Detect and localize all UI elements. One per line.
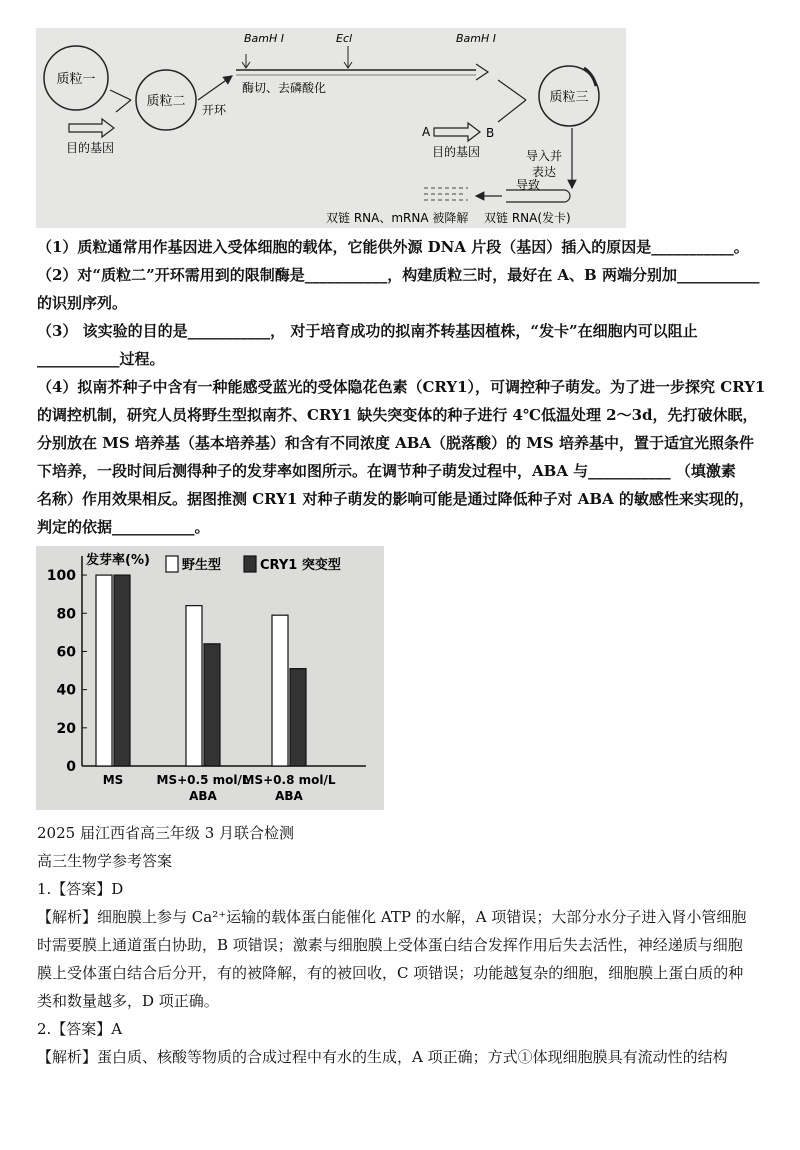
y-axis-label: 发芽率(%) (86, 553, 150, 568)
bamh1-left-label: BamH Ⅰ (244, 32, 285, 45)
bamh1-right-label: BamH Ⅰ (456, 32, 497, 45)
x-tick-label: MS+0.5 mol/L (156, 773, 250, 787)
subject-title: 高三生物学参考答案 (37, 852, 173, 870)
end-a-label: A (422, 125, 431, 139)
plasmid3-label: 质粒三 (549, 90, 589, 105)
question-4-line5: 名称）作用效果相反。据图推测 CRY1 对种子萌发的影响可能是通过降低种子对 ABA 的敏感性来实现的， (37, 490, 754, 508)
legend-label-1: CRY1 突变型 (260, 558, 341, 573)
target-gene-right-label: 目的基因 (431, 145, 481, 159)
answer-1-explanation-line4: 类和数量越多，D 项正确。 (37, 992, 219, 1010)
question-2-line1: （2）对“质粒二”开环需用到的限制酶是___________，构建质粒三时，最好在 A、B 两端分别加___________ (37, 266, 760, 284)
legend-label-0: 野生型 (182, 558, 222, 573)
legend-swatch-1 (244, 556, 256, 572)
question-4-line2: 的调控机制，研究人员将野生型拟南芥、CRY1 缺失突变体的种子进行 4℃低温处理 2～3d，先打破休眠， (37, 406, 758, 424)
answer-2-explanation-line1: 【解析】蛋白质、核酸等物质的合成过程中有水的生成，A 项正确；方式①体现细胞膜具有流动性的结构 (37, 1048, 728, 1066)
lead-to-label: 导致 (516, 178, 541, 192)
digest-label: 酶切、去磷酸化 (242, 81, 327, 95)
target-gene-arrow-right (434, 123, 480, 141)
answer-1-explanation-line1: 【解析】细胞膜上参与 Ca²⁺运输的载体蛋白能催化 ATP 的水解，A 项错误；大部分水分子进入肾小管细胞 (37, 908, 747, 926)
bar-mutant-2 (290, 669, 306, 766)
question-2-line2: 的识别序列。 (37, 294, 128, 312)
question-4-line4: 下培养，一段时间后测得种子的发芽率如图所示。在调节种子萌发过程中，ABA 与___________ （填激素 (37, 462, 736, 480)
end-b-label: B (486, 126, 495, 140)
answer-1-label: 1.【答案】D (37, 880, 124, 898)
target-gene-arrow-left (69, 119, 114, 137)
germination-chart-svg (36, 546, 384, 810)
degraded-label: 双链 RNA、mRNA 被降解 (326, 211, 469, 225)
x-tick-label: ABA (275, 789, 303, 803)
bar-mutant-1 (204, 644, 220, 766)
y-tick-label: 40 (56, 682, 76, 699)
bar-wildtype-2 (272, 615, 288, 766)
degraded-fragments (424, 188, 468, 200)
y-tick-label: 80 (56, 606, 76, 623)
x-tick-label: MS (102, 773, 124, 787)
plasmid-diagram (36, 28, 626, 228)
germination-chart (36, 546, 384, 810)
bar-wildtype-1 (186, 606, 202, 766)
target-gene-left-label: 目的基因 (65, 141, 115, 155)
answer-1-explanation-line3: 膜上受体蛋白结合后分开，有的被降解，有的被回收，C 项错误；功能越复杂的细胞，细胞膜上蛋白质的种 (37, 964, 744, 982)
y-tick-label: 0 (66, 759, 76, 775)
hairpin-label: 双链 RNA(发卡) (484, 211, 571, 225)
x-tick-label: MS+0.8 mol/L (242, 773, 336, 787)
y-tick-label: 100 (46, 568, 76, 585)
y-tick-label: 60 (56, 644, 76, 661)
bar-mutant-0 (114, 575, 130, 766)
legend-swatch-0 (166, 556, 178, 572)
answer-2-label: 2.【答案】A (37, 1020, 123, 1038)
question-3-line2: ___________过程。 (37, 350, 165, 368)
y-tick-label: 20 (56, 720, 76, 737)
open-ring-label: 开环 (202, 103, 227, 117)
question-1: （1）质粒通常用作基因进入受体细胞的载体，它能供外源 DNA 片段（基因）插入的原因是___________。 (37, 238, 749, 256)
question-4-line3: 分别放在 MS 培养基（基本培养基）和含有不同浓度 ABA（脱落酸）的 MS 培养基中，置于适宜光照条件 (37, 434, 754, 452)
import-express-label: 导入并表达 (526, 149, 563, 179)
plasmid-diagram-svg (36, 28, 626, 228)
ecl-label: Ecl (336, 32, 353, 45)
plasmid2-label: 质粒二 (146, 94, 186, 109)
x-tick-label: ABA (189, 789, 217, 803)
answer-1-explanation-line2: 时需要膜上通道蛋白协助，B 项错误；激素与细胞膜上受体蛋白结合发挥作用后失去活性，神经递质与细胞 (37, 936, 743, 954)
question-4-line1: （4）拟南芥种子中含有一种能感受蓝光的受体隐花色素（CRY1），可调控种子萌发。为了进一步探究 CRY1 (37, 378, 766, 396)
question-4-line6: 判定的依据___________。 (37, 518, 210, 536)
bar-wildtype-0 (96, 575, 112, 766)
plasmid1-label: 质粒一 (56, 72, 96, 87)
exam-title: 2025 届江西省高三年级 3 月联合检测 (37, 824, 295, 842)
question-3-line1: （3） 该实验的目的是___________， 对于培育成功的拟南芥转基因植株，“发卡”在细胞内可以阻止 (37, 322, 698, 340)
